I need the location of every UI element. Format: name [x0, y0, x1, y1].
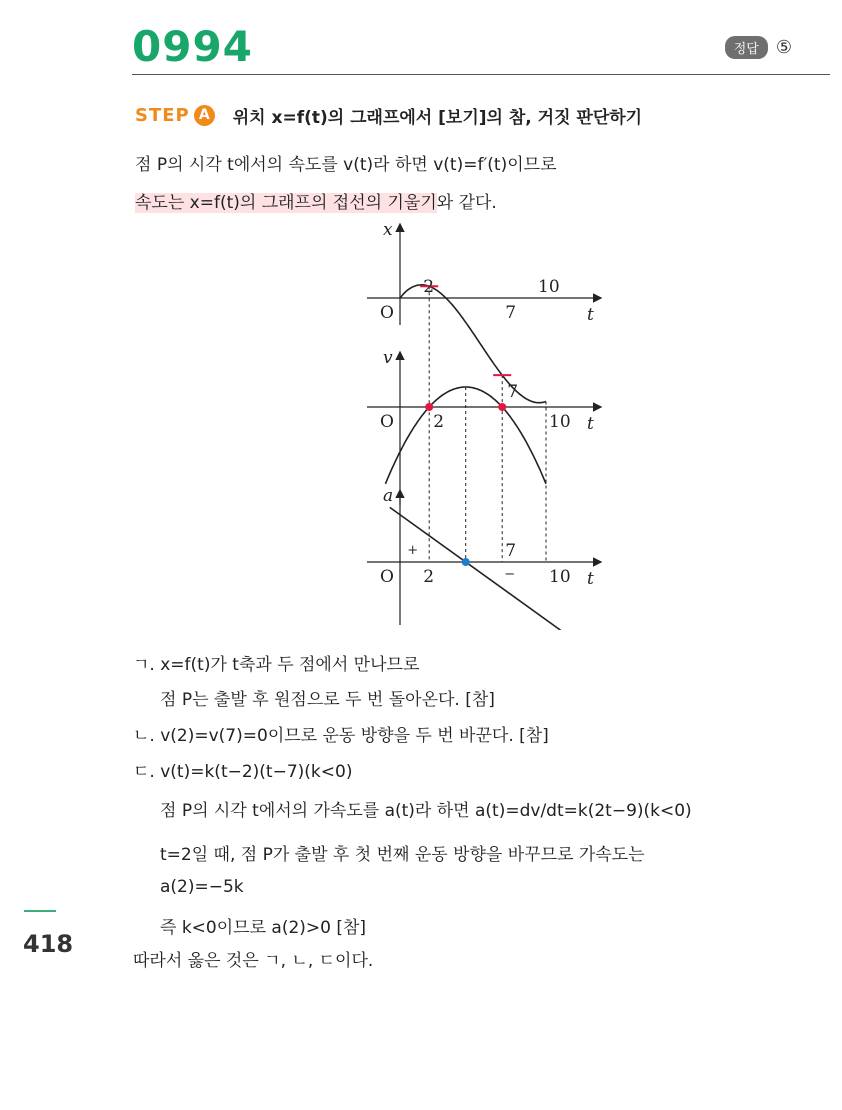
t-axis-label-3: t — [587, 569, 594, 589]
page-number: 418 — [23, 930, 74, 958]
position-velocity-acceleration-graphs — [355, 215, 605, 630]
answer-value: ⑤ — [775, 37, 792, 58]
solution-line-2: 점 P는 출발 후 원점으로 두 번 돌아온다. [참] — [160, 690, 495, 710]
acceleration-line — [390, 507, 561, 630]
tick-7-p2: 7 — [507, 382, 519, 402]
header-divider — [132, 74, 830, 75]
sign-plus: + — [407, 543, 419, 558]
step-badge: A — [194, 105, 215, 126]
highlight-text: 속도는 x=f(t)의 그래프의 접선의 기울기 — [135, 193, 437, 213]
solution-line-1: ㄱ. x=f(t)가 t축과 두 점에서 만나므로 — [133, 655, 420, 675]
page-number-rule — [24, 910, 56, 912]
tick-7-p3: 7 — [505, 541, 517, 561]
velocity-zero-dot — [425, 403, 433, 411]
y-axis-label-1: x — [383, 220, 393, 240]
intro-line-2-tail: 와 같다. — [436, 193, 497, 213]
tick-2-p2: 2 — [433, 412, 445, 432]
y-axis-label-3: a — [383, 486, 394, 506]
origin-label-3: O — [380, 567, 394, 587]
t-axis-label-2: t — [587, 414, 594, 434]
solution-line-9: 따라서 옳은 것은 ㄱ, ㄴ, ㄷ이다. — [133, 951, 374, 971]
origin-label-2: O — [380, 412, 394, 432]
solution-line-3: ㄴ. v(2)=v(7)=0이므로 운동 방향을 두 번 바꾼다. [참] — [133, 726, 549, 746]
tick-2-p3: 2 — [423, 567, 435, 587]
step-heading — [135, 103, 642, 128]
solution-line-6: t=2일 때, 점 P가 출발 후 첫 번째 운동 방향을 바꾸므로 가속도는 — [160, 845, 645, 865]
tick-10-p3: 10 — [549, 567, 571, 587]
tick-10-p2: 10 — [549, 412, 571, 432]
solution-line-4: ㄷ. v(t)=k(t−2)(t−7)(k<0) — [133, 762, 353, 782]
step-title: 위치 x=f(t)의 그래프에서 [보기]의 참, 거짓 판단하기 — [232, 108, 643, 128]
problem-number: 0994 — [132, 22, 253, 71]
tick-10-p1: 10 — [538, 277, 560, 297]
solution-line-7: a(2)=−5k — [160, 877, 244, 897]
intro-line-2 — [135, 188, 497, 213]
sign-minus: − — [504, 567, 516, 582]
origin-label-1: O — [380, 303, 394, 323]
tick-2-p1: 2 — [423, 277, 435, 297]
t-axis-label-1: t — [587, 305, 594, 325]
tick-7-p1: 7 — [505, 303, 517, 323]
answer-label: 정답 — [725, 36, 768, 59]
answer-badge — [725, 36, 792, 59]
acceleration-zero-dot — [462, 558, 470, 566]
solution-line-8: 즉 k<0이므로 a(2)>0 [참] — [160, 918, 367, 938]
velocity-zero-dot — [498, 403, 506, 411]
y-axis-label-2: v — [383, 348, 393, 368]
intro-line-1: 점 P의 시각 t에서의 속도를 v(t)라 하면 v(t)=f′(t)이므로 — [135, 155, 557, 175]
step-label: STEP — [135, 105, 190, 126]
position-curve — [400, 285, 546, 403]
solution-line-5: 점 P의 시각 t에서의 가속도를 a(t)라 하면 a(t)=dv/dt=k(2t−9)(k<0) — [160, 801, 692, 821]
